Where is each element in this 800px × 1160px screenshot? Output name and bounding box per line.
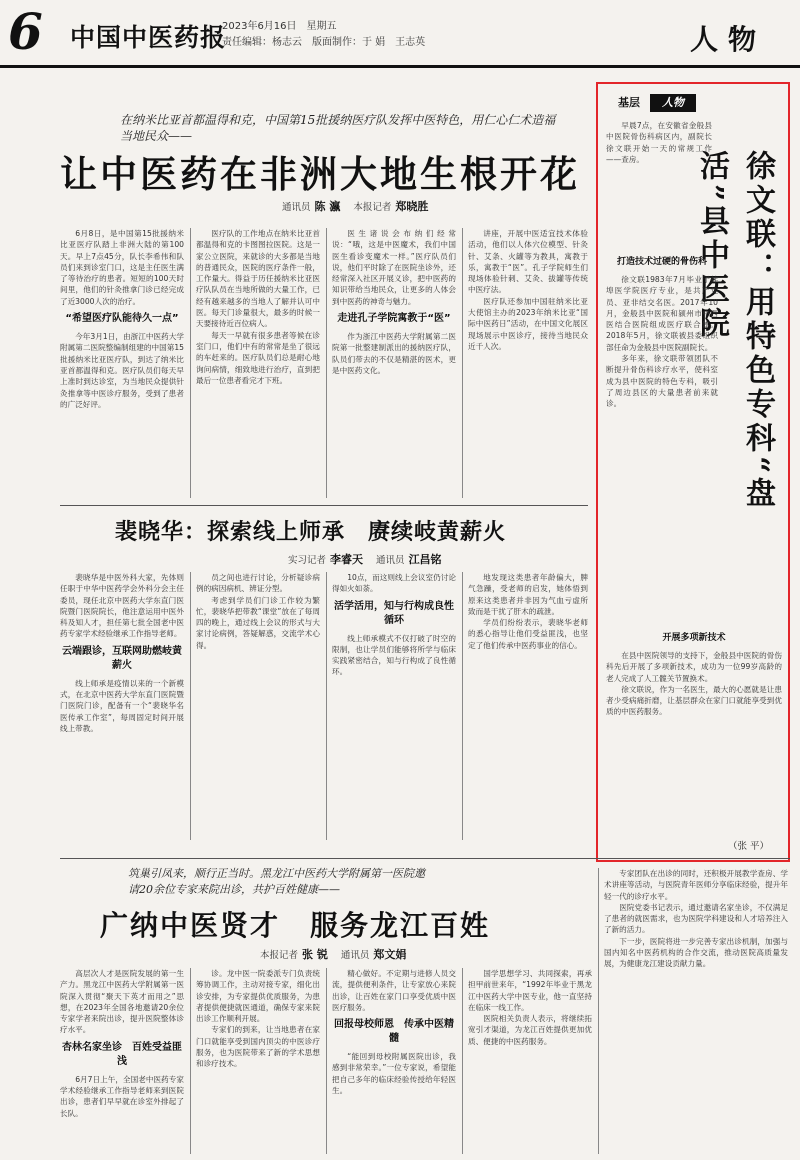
paragraph: 10点，而这则线上会议室仍讨论得如火如荼。 bbox=[332, 573, 456, 594]
sub-article-column: 10点，而这则线上会议室仍讨论得如火如荼。 活学活用，知与行构成良性循环 线上师承模式不仅打破了时空的限制，也让学员们能够将所学与临床实践紧密结合，知与行构成了良性循环。 bbox=[332, 573, 456, 677]
byline-label: 通讯员 bbox=[282, 202, 311, 213]
section-divider bbox=[60, 505, 588, 506]
sub-article-column: 地发现这类患者年龄偏大，脾气急躁，受老师的启发，她体悟到原来这类患者并非因为气血亏虚所致而是干扰了肝木的疏泄。 学员们纷纷表示，裴晓华老师的悉心指导让他们受益匪浅，也坚定了他们传承中医药事业的信心。 bbox=[468, 573, 588, 650]
paragraph: 精心做好。不定期与进修人员交流，提供便利条件，让专家放心来院出诊，让百姓在家门口享受优质中医医疗服务。 bbox=[332, 969, 456, 1012]
section-subhead: 打造技术过硬的骨伤科 bbox=[616, 257, 707, 267]
paragraph: 徐文联1983年7月毕业于蚌埠医学院医疗专业，是共产党员、亚非结交名医。2017年10月，金般县中医院和颍州市中西医结合医院组成医疗联合体。2018年5月，徐文联被县委组织部任命为金般县中医院副院长。 bbox=[606, 275, 718, 352]
byline-label: 本报记者 bbox=[260, 950, 299, 961]
paragraph: 员之间也进行讨论，分析疑诊病例的病因病机、辨证分型。 bbox=[196, 573, 320, 594]
paragraph: 诊。龙中医一院委派专门负责统筹协调工作，主动对接专家，细化出诊安排，为专家提供优质服务，为患者提供便捷就医通道，确保专家来院出诊工作顺利开展。 bbox=[196, 969, 320, 1024]
bottom-article-kicker: 筑巢引凤来，顺行正当时。黑龙江中医药大学附属第一医院邀请20余位专家来院出诊，共护百姓健康—— bbox=[128, 867, 425, 896]
column-divider bbox=[190, 228, 191, 498]
newspaper-name: 中国中医药报 bbox=[70, 23, 227, 52]
column-divider bbox=[326, 968, 327, 1154]
bottom-article-column: 专家团队在出诊的同时，还积极开展教学查房、学术讲座等活动，与医院青年医师分享临床经验，提升年轻一代的诊疗水平。 医院党委书记表示，通过邀请名家坐诊，不仅满足了患者的就医需求，也为医院学科建设和人才培养注入了新的活力。 下一步，医院将进一步完善专家出诊机制，加强与国内知名中医药机构的合作交流，推动医院高质量发展，为健康龙江建设贡献力量。 bbox=[604, 869, 788, 969]
sub-article-column: 员之间也进行讨论，分析疑诊病例的病因病机、辨证分型。 考虑到学员们门诊工作较为繁忙，裴晓华把带教“课堂”放在了每周四的晚上，通过线上会议的形式与大家讨论病例，答疑解惑，交流学术心得。 bbox=[196, 573, 320, 650]
section-subhead: 云端跟诊，互联网助燃岐黄薪火 bbox=[62, 645, 182, 671]
main-article-column: 医生诸说会布纳们经常说：“哦，这是中医魔术，我们中国医生看诊变魔术一样。”医疗队员们说，他们平时除了在医院坐诊外，还经常深入社区开展义诊，把中医药的知识带给当地民众，让更多的人体会到中医药的神奇与魅力。 走进孔子学院寓教于“医” 作为浙江中医药大学附属第二医院第一批整建制派出的援纳医疗队，队员们带去的不仅是精湛的医术，更是中医药文化。 bbox=[332, 229, 456, 375]
reporter-name: 张 锐 bbox=[302, 948, 328, 961]
bottom-article-column: 诊。龙中医一院委派专门负责统筹协调工作，主动对接专家，细化出诊安排，为专家提供优质服务，为患者提供便捷就医通道，确保专家来院出诊工作顺利开展。 专家们的到来，让当地患者在家门口就能享受到国内顶尖的中医诊疗服务，也为医院带来了新的学术思想和诊疗技术。 bbox=[196, 969, 320, 1069]
sub-article-column: 裴晓华是中医外科大家，先体则任职于中华中医药学会外科分会主任委员，现任北京中医药大学东直门医院暨门医院院长，他注意运用中医外科及知人才，担任第七批全国老中医药专家学术经验继承工作指导老师。 云端跟诊，互联网助燃岐黄薪火 线上师承是疫情以来的一个新模式，在北京中医药大学东直门医院暨门医院门诊，配备有一个“裴晓华名医传承工作室”，每周固定时间开展线上带教。 bbox=[60, 573, 184, 733]
section-subhead: 杏林名家坐诊 百姓受益匪浅 bbox=[62, 1041, 182, 1067]
editors-line: 责任编辑：杨志云 版面制作：于 娟 王志英 bbox=[222, 37, 426, 48]
bottom-article-headline: 广纳中医贤才 服务龙江百姓 bbox=[100, 909, 491, 942]
issue-date: 2023年6月16日 星期五 bbox=[222, 21, 337, 32]
byline-label: 通讯员 bbox=[340, 950, 370, 961]
section-subhead: 开展多项新技术 bbox=[662, 633, 726, 643]
paragraph: 裴晓华是中医外科大家，先体则任职于中华中医药学会外科分会主任委员，现任北京中医药大学东直门医院暨门医院院长，他注意运用中医外科及知人才，担任第七批全国老中医药专家学术经验继承工作指导老师。 bbox=[60, 573, 184, 639]
page-number: 6 bbox=[8, 2, 43, 61]
column-divider bbox=[190, 968, 191, 1154]
main-article-headline: 让中医药在非洲大地生根开花 bbox=[60, 152, 580, 196]
paragraph: 医生诸说会布纳们经常说：“哦，这是中医魔术，我们中国医生看诊变魔术一样。”医疗队员们说，他们平时除了在医院坐诊外，还经常深入社区开展义诊，把中医药的知识带给当地民众，让更多的人体会到中医药的神奇与魅力。 bbox=[332, 229, 456, 306]
reporter-name: 李睿天 bbox=[330, 553, 364, 566]
bottom-article-column: 精心做好。不定期与进修人员交流，提供便利条件，让专家放心来院出诊，让百姓在家门口享受优质中医医疗服务。 回报母校师恩 传承中医精髓 “能回到母校附属医院出诊，我感到非常荣幸。”一位专家说，希望能把自己多年的临床经验传授给年轻医生。 bbox=[332, 969, 456, 1096]
column-divider bbox=[190, 572, 191, 840]
column-divider bbox=[326, 228, 327, 498]
sub-article-headline: 裴晓华：探索线上师承 赓续岐黄薪火 bbox=[115, 519, 507, 545]
section-title: 人物 bbox=[690, 23, 767, 56]
sidebar-column: 打造技术过硬的骨伤科 徐文联1983年7月毕业于蚌埠医学院医疗专业，是共产党员、亚非结交名医。2017年10月，金般县中医院和颍州市中西医结合医院组成医疗联合体。2018年5月，徐文联被县委组织部任命为金般县中医院副院长。 多年来，徐文联带领团队不断提升骨伤科诊疗水平，使科室成为县中医院的特色专科，吸引了周边县区的大量患者前来就诊。 bbox=[606, 257, 718, 409]
reporter-name: 郑晓胜 bbox=[395, 200, 429, 213]
paragraph: 地发现这类患者年龄偏大，脾气急躁，受老师的启发，她体悟到原来这类患者并非因为气血亏虚所致而是干扰了肝木的疏泄。 bbox=[468, 573, 588, 616]
column-divider bbox=[462, 572, 463, 840]
bottom-article-column: 国学思想学习、共同探索，再承担甲前世来年，“1992年毕业于黑龙江中医药大学中医专业，他一直坚持在临床一线工作。 医院相关负责人表示，将继续拓宽引才渠道，为龙江百姓提供更加优质、便捷的中医药服务。 bbox=[468, 969, 592, 1046]
reporter-name: 郑文娟 bbox=[373, 948, 407, 961]
reporter-name: 陈 瀛 bbox=[314, 200, 341, 213]
column-divider bbox=[598, 868, 599, 1154]
paragraph: 6月8日，是中国第15批援纳米比亚医疗队踏上非洲大陆的第100天。早上7点45分，队长李希伟和队员们来到诊室门口，这是主任医生满了等待治疗的患者。短短的100天时间里，他们的针灸推拿门诊已经完成了近3000人次的治疗。 bbox=[60, 229, 184, 306]
paragraph: 国学思想学习、共同探索，再承担甲前世来年，“1992年毕业于黑龙江中医药大学中医专业，他一直坚持在临床一线工作。 bbox=[468, 969, 592, 1012]
main-article-byline bbox=[282, 198, 428, 214]
byline-label: 本报记者 bbox=[353, 202, 392, 213]
sidebar-badge bbox=[608, 94, 696, 112]
badge-label: 人物 bbox=[650, 94, 696, 112]
byline-label: 实习记者 bbox=[288, 555, 327, 566]
reporter-name: 江昌铭 bbox=[408, 553, 442, 566]
section-subhead: 回报母校师恩 传承中医精髓 bbox=[334, 1019, 454, 1045]
column-divider bbox=[326, 572, 327, 840]
section-divider bbox=[60, 858, 790, 859]
main-article-column: 讲座，开展中医适宜技术体验活动，他们以人体穴位模型、针灸针、艾条、火罐等为教具，寓教于乐，寓教于“医”。孔子学院师生们现场体验针刺、艾灸、拔罐等传统中医疗法。 医疗队还参加中国驻纳米比亚大使馆主办的2023年纳米比亚“国际中医药日”活动，在中国文化展区现场展示中医诊疗，接待当地民众近千人次。 bbox=[468, 229, 588, 351]
bottom-article-byline bbox=[260, 946, 406, 962]
sub-article-byline bbox=[288, 551, 442, 567]
sidebar-lead: 早晨7点，在安徽省金般县中医院骨伤科病区内，副院长徐文联开始一天的常规工作——查房。 bbox=[606, 121, 712, 164]
sidebar-column: 开展多项新技术 在县中医院领导的支持下，金般县中医院的骨伤科先后开展了多项新技术，成功为一位99岁高龄的老人完成了人工髋关节置换术。 徐文联说，作为一名医生，最大的心愿就是让患者少受病痛折磨，让基层群众在家门口就能享受到优质的中医药服务。 bbox=[606, 633, 782, 717]
main-article-column: 6月8日，是中国第15批援纳米比亚医疗队踏上非洲大陆的第100天。早上7点45分，队长李希伟和队员们来到诊室门口，这是主任医生满了等待治疗的患者。短短的100天时间里，他们的针灸推拿门诊已经完成了近3000人次的治疗。 “希望医疗队能待久一点” 今年3月1日，由浙江中医药大学附属第二医院整编制组建的中国第15批援纳米比亚医疗队，到达了纳米比亚首都温得和克。医疗队员们每天早上准时到达诊室，为当地民众提供针灸推拿等中医诊疗服务，受到了患者的广泛好评。 bbox=[60, 229, 184, 409]
sidebar-author: （张 平） bbox=[728, 841, 770, 852]
section-subhead: 走进孔子学院寓教于“医” bbox=[337, 313, 451, 325]
badge-label: 基层 bbox=[618, 96, 640, 109]
paragraph: 高层次人才是医院发展的第一生产力。黑龙江中医药大学附属第一医院深入贯彻“聚天下英才而用之”思想，在2023年全国各地邀请20余位专家学者来院出诊，提升医院整体诊疗水平。 bbox=[60, 969, 184, 1035]
paragraph: 在县中医院领导的支持下，金般县中医院的骨伤科先后开展了多项新技术，成功为一位99岁高龄的老人完成了人工髋关节置换术。 bbox=[606, 651, 782, 683]
masthead-rule bbox=[0, 65, 800, 68]
byline-label: 通讯员 bbox=[376, 555, 405, 566]
bottom-article-column: 高层次人才是医院发展的第一生产力。黑龙江中医药大学附属第一医院深入贯彻“聚天下英才而用之”思想，在2023年全国各地邀请20余位专家学者来院出诊，提升医院整体诊疗水平。 杏林名家坐诊 百姓受益匪浅 6月7日上午，全国老中医药专家学术经验继承工作指导老师来到医院出诊，患者们早早就在诊室外排起了长队。 bbox=[60, 969, 184, 1118]
paragraph: 医疗队的工作地点在纳米比亚首都温得和克的卡图图拉医院。这是一家公立医院，来就诊的大多都是当地的普通民众，医院的医疗条件一般，工作量大。得益于历任援纳米比亚医疗队队员在当地所做的大量工作，已经有越来越多的当地人了解并认可中医。每天门诊量很大，最多的时候一天要接待近百位病人。 bbox=[196, 229, 320, 329]
section-subhead: “希望医疗队能待久一点” bbox=[65, 313, 179, 325]
column-divider bbox=[462, 968, 463, 1154]
sidebar-headline: 徐文联：用特色专科“盘活”县中医院 bbox=[694, 150, 775, 512]
main-article-column: 医疗队的工作地点在纳米比亚首都温得和克的卡图图拉医院。这是一家公立医院，来就诊的大多都是当地的普通民众，医院的医疗条件一般，工作量大。得益于历任援纳米比亚医疗队队员在当地所做的大量工作，已经有越来越多的当地人了解并认可中医。每天门诊量很大，最多的时候一天要接待近百位病人。 每天一早就有很多患者等候在诊室门口，他们中有的常常是坐了很远的车赶来的。医疗队员们总是耐心地询问病情，细致地进行治疗，直到把最后一位患者看完才下班。 bbox=[196, 229, 320, 385]
section-subhead: 活学活用，知与行构成良性循环 bbox=[334, 600, 454, 626]
masthead bbox=[0, 0, 800, 68]
main-article-kicker: 在纳米比亚首都温得和克，中国第15批援纳医疗队发挥中医特色，用仁心仁术造福当地民众—— bbox=[120, 113, 556, 143]
paragraph: 讲座，开展中医适宜技术体验活动，他们以人体穴位模型、针灸针、艾条、火罐等为教具，寓教于乐，寓教于“医”。孔子学院师生们现场体验针刺、艾灸、拔罐等传统中医疗法。 bbox=[468, 229, 588, 295]
column-divider bbox=[462, 228, 463, 498]
